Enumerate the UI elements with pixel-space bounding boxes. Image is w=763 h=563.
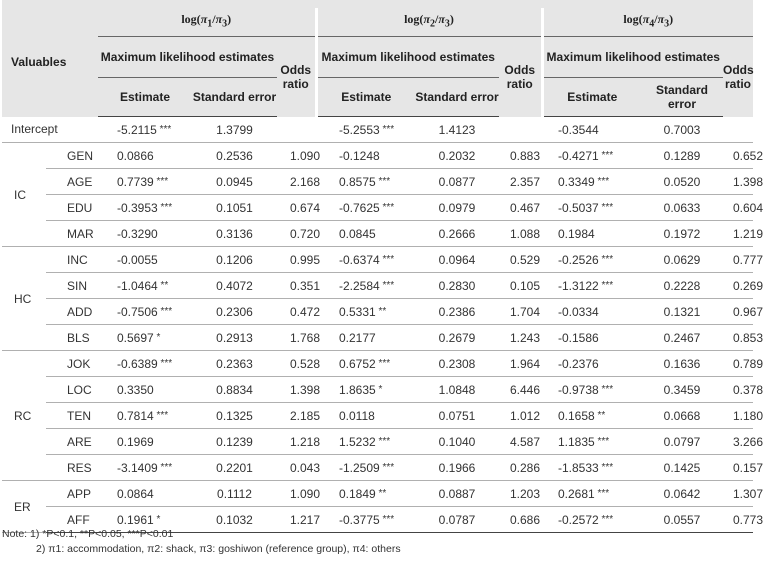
group-header-1: $\log(\pi_1/\pi_3)$ <box>98 8 316 37</box>
standard-error-cell: 0.1239 <box>192 429 277 455</box>
standard-error-cell: 0.2308 <box>415 351 499 377</box>
significance-stars: *** <box>594 175 610 187</box>
note-line-1: Note: 1) *P<0.1, **P<0.05, ***P<0.01 <box>2 528 174 540</box>
estimate-value: -0.2572 <box>558 512 599 527</box>
significance-stars: *** <box>594 487 610 499</box>
table-row <box>2 247 753 273</box>
significance-stars: ** <box>157 279 169 291</box>
mle-header-1: Maximum likelihood estimates <box>98 37 277 78</box>
standard-error-cell: 0.0787 <box>415 507 499 533</box>
significance-stars: *** <box>157 357 173 369</box>
variable-label: JOK <box>46 351 98 377</box>
standard-error-cell: 1.4123 <box>415 117 499 143</box>
odds-ratio-cell <box>499 117 542 143</box>
standard-error-cell: 0.1966 <box>415 455 499 481</box>
odds-ratio-cell: 0.604 <box>723 195 753 221</box>
odds-ratio-cell: 0.883 <box>499 143 542 169</box>
estimate-cell <box>316 455 415 481</box>
odds-ratio-cell: 0.652 <box>723 143 753 169</box>
odds-ratio-cell: 0.686 <box>499 507 542 533</box>
estimate-value: 0.1849 <box>339 486 376 501</box>
estimate-cell <box>98 195 192 221</box>
table-row <box>2 273 753 299</box>
odds-ratio-cell: 0.286 <box>499 455 542 481</box>
estimate-value: -0.4271 <box>558 148 599 163</box>
table-body <box>2 117 763 533</box>
standard-error-cell: 0.2913 <box>192 325 277 351</box>
standard-error-cell: 0.1972 <box>641 221 723 247</box>
odds-ratio-cell: 0.720 <box>277 221 316 247</box>
standard-error-cell: 0.1321 <box>641 299 723 325</box>
estimate-value: -0.0055 <box>117 252 158 267</box>
odds-ratio-cell: 2.168 <box>277 169 316 195</box>
estimate-header-1: Estimate <box>98 78 192 117</box>
estimate-value: 0.0845 <box>339 226 376 241</box>
estimate-value: 0.0118 <box>339 408 375 423</box>
estimate-cell <box>98 169 192 195</box>
estimate-value: 0.6752 <box>339 356 376 371</box>
estimate-value: -0.0334 <box>558 304 599 319</box>
standard-error-cell: 0.0629 <box>641 247 723 273</box>
group-header-3: $\log(\pi_4/\pi_3)$ <box>542 8 753 37</box>
standard-error-cell: 0.3459 <box>641 377 723 403</box>
regression-table <box>2 0 763 533</box>
significance-stars: *** <box>157 461 173 473</box>
standard-error-cell: 0.4072 <box>192 273 277 299</box>
estimate-value: -0.1248 <box>339 148 380 163</box>
regression-table-container <box>2 0 763 533</box>
significance-stars: *** <box>157 201 173 213</box>
odds-ratio-cell: 0.351 <box>277 273 316 299</box>
category-label: ER <box>2 481 46 533</box>
significance-stars: * <box>153 331 161 343</box>
mle-header-2: Maximum likelihood estimates <box>316 37 499 78</box>
significance-stars: *** <box>594 435 610 447</box>
odds-ratio-cell: 1.219 <box>723 221 753 247</box>
odds-ratio-cell: 0.043 <box>277 455 316 481</box>
estimate-value: 0.2177 <box>339 330 376 345</box>
estimate-cell <box>542 195 641 221</box>
standard-error-cell: 0.2363 <box>192 351 277 377</box>
odds-ratio-cell: 1.398 <box>723 169 753 195</box>
estimate-value: -0.3544 <box>558 122 599 137</box>
estimate-cell <box>316 247 415 273</box>
odds-ratio-cell: 0.472 <box>277 299 316 325</box>
estimate-cell <box>316 117 415 143</box>
odds-header-2: Odds ratio <box>499 37 542 117</box>
estimate-cell <box>316 299 415 325</box>
variables-header: Valuables <box>2 8 98 117</box>
odds-ratio-cell: 1.217 <box>277 507 316 533</box>
estimate-value: 0.5331 <box>339 304 376 319</box>
variable-label: RES <box>46 455 98 481</box>
estimate-value: 0.3349 <box>558 174 595 189</box>
standard-error-cell: 0.2306 <box>192 299 277 325</box>
estimate-cell <box>542 429 641 455</box>
variable-label: AFF <box>46 507 98 533</box>
estimate-cell <box>98 247 192 273</box>
table-row <box>2 143 753 169</box>
estimate-cell <box>98 221 192 247</box>
significance-stars: *** <box>598 383 614 395</box>
estimate-value: -5.2553 <box>339 122 380 137</box>
odds-ratio-cell: 1.180 <box>723 403 753 429</box>
significance-stars: *** <box>379 253 395 265</box>
significance-stars: * <box>375 383 383 395</box>
significance-stars: *** <box>379 123 395 135</box>
row-label: Intercept <box>2 117 98 143</box>
odds-ratio-cell <box>723 117 753 143</box>
estimate-value: -0.1586 <box>558 330 599 345</box>
standard-error-cell: 1.0848 <box>415 377 499 403</box>
estimate-value: 0.3350 <box>117 382 154 397</box>
significance-stars: *** <box>153 409 169 421</box>
standard-error-cell: 0.1636 <box>641 351 723 377</box>
odds-ratio-cell: 4.587 <box>499 429 542 455</box>
variable-label: MAR <box>46 221 98 247</box>
odds-ratio-cell: 1.218 <box>277 429 316 455</box>
variable-label: GEN <box>46 143 98 169</box>
standard-error-cell: 0.2467 <box>641 325 723 351</box>
odds-ratio-cell: 3.266 <box>723 429 753 455</box>
standard-error-cell: 0.0633 <box>641 195 723 221</box>
estimate-cell <box>542 221 641 247</box>
estimate-cell <box>542 377 641 403</box>
category-label: IC <box>2 143 46 247</box>
odds-ratio-cell: 0.773 <box>723 507 753 533</box>
odds-ratio-cell: 1.768 <box>277 325 316 351</box>
standard-error-cell: 0.0945 <box>192 169 277 195</box>
significance-stars: *** <box>375 175 391 187</box>
estimate-cell <box>316 169 415 195</box>
standard-error-cell: 0.2032 <box>415 143 499 169</box>
estimate-value: -0.6374 <box>339 252 380 267</box>
standard-error-cell: 0.1425 <box>641 455 723 481</box>
estimate-cell <box>542 351 641 377</box>
standard-error-cell: 1.3799 <box>192 117 277 143</box>
table-row <box>2 481 753 507</box>
estimate-value: 0.5697 <box>117 330 154 345</box>
variable-label: ADD <box>46 299 98 325</box>
standard-error-cell: 0.1325 <box>192 403 277 429</box>
standard-error-cell: 0.3136 <box>192 221 277 247</box>
estimate-value: -5.2115 <box>117 122 157 137</box>
estimate-cell <box>316 429 415 455</box>
estimate-cell <box>98 481 192 507</box>
estimate-cell <box>542 117 641 143</box>
estimate-cell <box>542 403 641 429</box>
estimate-cell <box>98 143 192 169</box>
category-label: HC <box>2 247 46 351</box>
estimate-value: -0.7506 <box>117 304 158 319</box>
estimate-cell <box>542 169 641 195</box>
table-row <box>2 169 753 195</box>
standard-error-cell: 0.0964 <box>415 247 499 273</box>
variable-label: AGE <box>46 169 98 195</box>
odds-header-3: Odds ratio <box>723 37 753 117</box>
se-header-1: Standard error <box>192 78 277 117</box>
table-row <box>2 429 753 455</box>
estimate-cell <box>542 299 641 325</box>
estimate-cell <box>316 195 415 221</box>
odds-ratio-cell: 1.398 <box>277 377 316 403</box>
significance-stars: *** <box>379 513 395 525</box>
estimate-value: -0.3775 <box>339 512 380 527</box>
standard-error-cell: 0.2536 <box>192 143 277 169</box>
estimate-value: -0.3290 <box>117 226 158 241</box>
table-notes <box>2 527 401 557</box>
estimate-cell <box>316 403 415 429</box>
estimate-cell <box>316 377 415 403</box>
estimate-cell <box>316 273 415 299</box>
se-header-3: Standard error <box>641 78 723 117</box>
estimate-value: -0.2526 <box>558 252 599 267</box>
standard-error-cell: 0.0877 <box>415 169 499 195</box>
estimate-value: 0.0864 <box>117 486 154 501</box>
significance-stars: *** <box>598 253 614 265</box>
odds-ratio-cell: 1.012 <box>499 403 542 429</box>
estimate-value: 0.1984 <box>558 226 595 241</box>
category-label: RC <box>2 351 46 481</box>
standard-error-cell: 0.1032 <box>192 507 277 533</box>
variable-label: BLS <box>46 325 98 351</box>
standard-error-cell: 0.1040 <box>415 429 499 455</box>
table-row <box>2 351 753 377</box>
standard-error-cell: 0.1112 <box>192 481 277 507</box>
odds-ratio-cell: 1.704 <box>499 299 542 325</box>
variable-label: APP <box>46 481 98 507</box>
odds-ratio-cell: 0.853 <box>723 325 753 351</box>
estimate-cell <box>98 299 192 325</box>
estimate-value: 0.1961 <box>117 512 154 527</box>
estimate-value: -3.1409 <box>117 460 158 475</box>
mle-header-3: Maximum likelihood estimates <box>542 37 723 78</box>
standard-error-cell: 0.2679 <box>415 325 499 351</box>
estimate-cell <box>98 351 192 377</box>
standard-error-cell: 0.2666 <box>415 221 499 247</box>
significance-stars: *** <box>598 149 614 161</box>
standard-error-cell: 0.2386 <box>415 299 499 325</box>
estimate-cell <box>316 351 415 377</box>
estimate-cell <box>542 507 641 533</box>
significance-stars: *** <box>598 279 614 291</box>
estimate-cell <box>316 143 415 169</box>
estimate-value: -0.7625 <box>339 200 380 215</box>
table-header <box>2 0 753 117</box>
estimate-value: -0.3953 <box>117 200 158 215</box>
table-row <box>2 455 753 481</box>
variable-label: TEN <box>46 403 98 429</box>
estimate-cell <box>542 143 641 169</box>
table-row <box>2 299 753 325</box>
significance-stars: *** <box>379 201 395 213</box>
variable-label: EDU <box>46 195 98 221</box>
estimate-cell <box>542 481 641 507</box>
odds-ratio-cell: 0.378 <box>723 377 753 403</box>
estimate-value: 0.1969 <box>117 434 154 449</box>
odds-ratio-cell: 0.529 <box>499 247 542 273</box>
significance-stars: *** <box>598 201 614 213</box>
significance-stars: *** <box>156 123 172 135</box>
estimate-value: 0.7739 <box>117 174 154 189</box>
estimate-value: 0.0866 <box>117 148 154 163</box>
odds-ratio-cell: 1.088 <box>499 221 542 247</box>
table-row <box>2 377 753 403</box>
significance-stars: *** <box>598 513 614 525</box>
table-row <box>2 117 753 143</box>
odds-ratio-cell: 0.528 <box>277 351 316 377</box>
standard-error-cell: 0.0979 <box>415 195 499 221</box>
standard-error-cell: 0.2830 <box>415 273 499 299</box>
odds-header-1: Odds ratio <box>277 37 316 117</box>
odds-ratio-cell: 2.357 <box>499 169 542 195</box>
standard-error-cell: 0.1051 <box>192 195 277 221</box>
standard-error-cell: 0.1206 <box>192 247 277 273</box>
table-row <box>2 325 753 351</box>
significance-stars: * <box>153 513 161 525</box>
estimate-value: 1.5232 <box>339 434 376 449</box>
estimate-cell <box>98 429 192 455</box>
note-line-2: 2) π1: accommodation, π2: shack, π3: goshiwon (reference group), π4: others <box>36 543 401 555</box>
standard-error-cell: 0.8834 <box>192 377 277 403</box>
odds-ratio-cell: 0.467 <box>499 195 542 221</box>
standard-error-cell: 0.0797 <box>641 429 723 455</box>
estimate-cell <box>542 247 641 273</box>
estimate-value: -1.8533 <box>558 460 599 475</box>
odds-ratio-cell: 0.777 <box>723 247 753 273</box>
table-row <box>2 195 753 221</box>
odds-ratio-cell: 0.674 <box>277 195 316 221</box>
odds-ratio-cell: 1.243 <box>499 325 542 351</box>
estimate-value: -0.6389 <box>117 356 158 371</box>
significance-stars: ** <box>375 487 387 499</box>
estimate-header-2: Estimate <box>316 78 415 117</box>
odds-ratio-cell: 1.090 <box>277 143 316 169</box>
significance-stars: ** <box>375 305 387 317</box>
odds-ratio-cell: 0.157 <box>723 455 753 481</box>
se-header-2: Standard error <box>415 78 499 117</box>
standard-error-cell: 0.1289 <box>641 143 723 169</box>
estimate-value: -0.2376 <box>558 356 599 371</box>
odds-ratio-cell: 1.307 <box>723 481 753 507</box>
odds-ratio-cell <box>277 117 316 143</box>
estimate-cell <box>98 117 192 143</box>
estimate-cell <box>542 325 641 351</box>
standard-error-cell: 0.0887 <box>415 481 499 507</box>
estimate-cell <box>98 325 192 351</box>
significance-stars: *** <box>153 175 169 187</box>
variable-label: SIN <box>46 273 98 299</box>
significance-stars: *** <box>157 305 173 317</box>
standard-error-cell: 0.0668 <box>641 403 723 429</box>
standard-error-cell: 0.0557 <box>641 507 723 533</box>
estimate-cell <box>98 455 192 481</box>
estimate-value: 0.1658 <box>558 408 595 423</box>
standard-error-cell: 0.2201 <box>192 455 277 481</box>
estimate-cell <box>98 273 192 299</box>
significance-stars: *** <box>379 279 395 291</box>
estimate-cell <box>542 455 641 481</box>
estimate-value: -1.0464 <box>117 278 158 293</box>
odds-ratio-cell: 0.995 <box>277 247 316 273</box>
standard-error-cell: 0.0642 <box>641 481 723 507</box>
standard-error-cell: 0.0520 <box>641 169 723 195</box>
significance-stars: *** <box>375 357 391 369</box>
odds-ratio-cell: 6.446 <box>499 377 542 403</box>
significance-stars: ** <box>594 409 606 421</box>
estimate-value: 0.8575 <box>339 174 376 189</box>
header-top-strip <box>2 0 753 8</box>
standard-error-cell: 0.7003 <box>641 117 723 143</box>
estimate-value: 1.8635 <box>339 382 376 397</box>
table-row <box>2 403 753 429</box>
odds-ratio-cell: 0.967 <box>723 299 753 325</box>
odds-ratio-cell: 0.105 <box>499 273 542 299</box>
estimate-value: -1.2509 <box>339 460 380 475</box>
odds-ratio-cell: 1.203 <box>499 481 542 507</box>
estimate-value: -0.9738 <box>558 382 599 397</box>
odds-ratio-cell: 1.090 <box>277 481 316 507</box>
table-row <box>2 221 753 247</box>
odds-ratio-cell: 2.185 <box>277 403 316 429</box>
estimate-value: 1.1835 <box>558 434 595 449</box>
estimate-value: -0.5037 <box>558 200 599 215</box>
standard-error-cell: 0.2228 <box>641 273 723 299</box>
significance-stars: *** <box>375 435 391 447</box>
estimate-value: -1.3122 <box>558 278 599 293</box>
group-header-2: $\log(\pi_2/\pi_3)$ <box>316 8 542 37</box>
odds-ratio-cell: 0.269 <box>723 273 753 299</box>
estimate-value: -2.2584 <box>339 278 380 293</box>
estimate-cell <box>316 325 415 351</box>
standard-error-cell: 0.0751 <box>415 403 499 429</box>
estimate-cell <box>98 403 192 429</box>
variable-label: ARE <box>46 429 98 455</box>
odds-ratio-cell: 1.964 <box>499 351 542 377</box>
estimate-header-3: Estimate <box>542 78 641 117</box>
variable-label: LOC <box>46 377 98 403</box>
estimate-value: 0.7814 <box>117 408 154 423</box>
variable-label: INC <box>46 247 98 273</box>
estimate-cell <box>98 377 192 403</box>
estimate-value: 0.2681 <box>558 486 595 501</box>
significance-stars: *** <box>379 461 395 473</box>
odds-ratio-cell: 0.789 <box>723 351 753 377</box>
estimate-cell <box>316 221 415 247</box>
significance-stars: *** <box>598 461 614 473</box>
estimate-cell <box>542 273 641 299</box>
estimate-cell <box>316 481 415 507</box>
